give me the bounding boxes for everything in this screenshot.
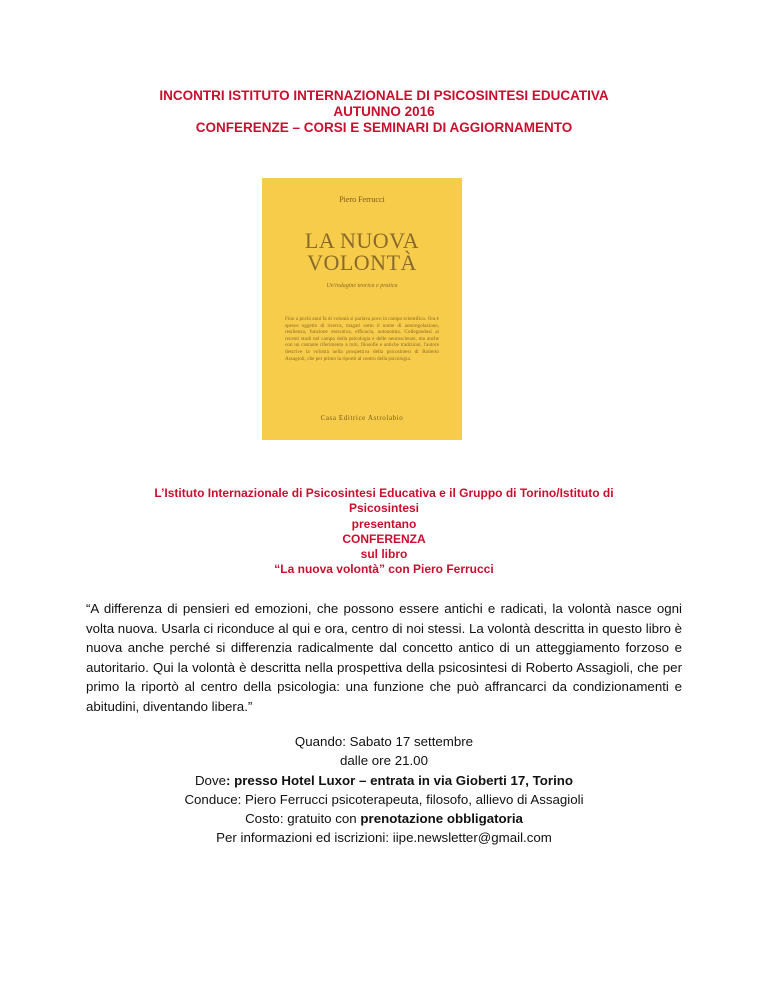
book-cover-image (262, 178, 462, 440)
book-subtitle: Un'indagine teorica e pratica (326, 283, 398, 289)
event-header (0, 88, 768, 136)
book-title (262, 230, 462, 274)
event-where-label: Dove (194, 772, 226, 788)
header-season: AUTUNNO 2016 (333, 104, 435, 119)
event-info: Per informazioni ed iscrizioni: iipe.newsletter@gmail.com (216, 830, 552, 846)
event-cost (0, 809, 768, 828)
event-where-value: : presso Hotel Luxor – entrata in via Gioberti 17, Torino (226, 772, 574, 788)
presentation-block (90, 486, 678, 578)
book-blurb: Fino a pochi anni fa di volontà si parlava poco in campo scientifico. Ora è spesso oggetto di ricerca, magari sotto il nome di autoregolazione, resilienza, funzione esecutiva, efficacia, autonomia. Collegandosi ai recenti studi nel campo della psicologia e delle neuroscienze, ma anche con un costante riferimento a miti, filosofie e antiche tradizioni, l'autore descrive la volontà nella prospettiva della psicosintesi di Roberto Assagioli, che per primo la riportò al centro della psicologia. (285, 316, 439, 362)
presentation-verb: presentano (351, 516, 417, 531)
presentation-type: CONFERENZA (342, 531, 426, 546)
event-conductor: Conduce: Piero Ferrucci psicoterapeuta, filosofo, allievo di Assagioli (184, 791, 584, 807)
presentation-about: sul libro (360, 547, 408, 562)
header-subtitle: CONFERENZE – CORSI E SEMINARI DI AGGIORNAMENTO (195, 120, 573, 135)
book-title-line2: VOLONTÀ (307, 250, 417, 275)
book-quote: “A differenza di pensieri ed emozioni, che possono essere antichi e radicati, la volontà nasce ogni volta nuova. Usarla ci riconduce al qui e ora, centro di noi stessi. La volontà descritta in questo libro è nuova anche perché si differenzia radicalmente dal concetto antico di un atteggiamento forzoso e autoritario. Qui la volontà è descritta nella prospettiva della psicosintesi di Roberto Assagioli, che per primo la riportò al centro della psicologia: una funzione che può affrancarci da condizionamenti e abitudini, diventando libera.” (86, 601, 682, 714)
presentation-organizers-cont: Psicosintesi (348, 501, 420, 516)
presentation-organizers: L’Istituto Internazionale di Psicosintesi Educativa e il Gruppo di Torino/Istituto di (154, 486, 614, 500)
event-where (0, 771, 768, 790)
event-details (0, 732, 768, 848)
presentation-book-title: “La nuova volontà” con Piero Ferrucci (274, 562, 494, 577)
book-title-line1: LA NUOVA (304, 228, 420, 253)
event-cost-value: prenotazione obbligatoria (360, 811, 523, 827)
event-cost-label: Costo: gratuito con (245, 811, 361, 827)
header-title: INCONTRI ISTITUTO INTERNAZIONALE DI PSICOSINTESI EDUCATIVA (159, 88, 609, 103)
event-when: Quando: Sabato 17 settembre (294, 734, 474, 749)
book-author: Piero Ferrucci (339, 195, 385, 204)
book-publisher: Casa Editrice Astrolabio (320, 414, 404, 422)
event-time: dalle ore 21.00 (340, 753, 428, 769)
